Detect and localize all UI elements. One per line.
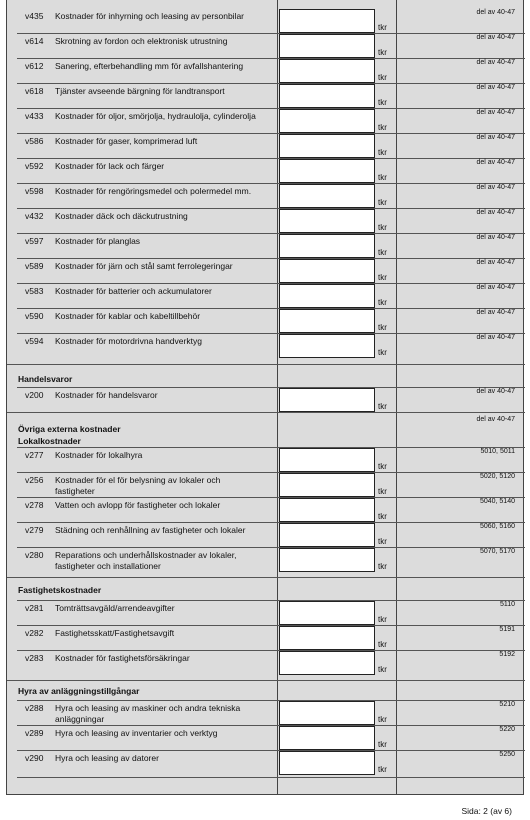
form-row-v435 (7, 8, 525, 33)
unit-label: tkr (378, 462, 387, 471)
section-title: Fastighetskostnader (18, 585, 102, 595)
section-title: Övriga externa kostnader (18, 424, 121, 434)
section-hyra-anlaggning (7, 680, 525, 700)
row-label: Kostnader däck och däckutrustning (55, 211, 188, 221)
amount-input[interactable] (279, 259, 375, 283)
form-row-v590 (7, 308, 525, 333)
row-label: Kostnader för el för belysning av lokaler och fastigheter (55, 475, 221, 496)
account-ref: del av 40-47 (476, 234, 515, 241)
form-row-v256 (7, 472, 525, 497)
unit-label: tkr (378, 715, 387, 724)
amount-input[interactable] (279, 109, 375, 133)
unit-label: tkr (378, 98, 387, 107)
form-row-v586 (7, 133, 525, 158)
unit-label: tkr (378, 765, 387, 774)
form-row-v278 (7, 497, 525, 522)
account-ref: del av 40-47 (476, 284, 515, 291)
form-row-v288 (7, 700, 525, 725)
unit-label: tkr (378, 23, 387, 32)
account-ref: del av 40-47 (476, 334, 515, 341)
row-code: v200 (25, 390, 44, 400)
form-row-v289 (7, 725, 525, 750)
row-code: v282 (25, 628, 44, 638)
amount-input[interactable] (279, 134, 375, 158)
unit-label: tkr (378, 402, 387, 411)
amount-input[interactable] (279, 34, 375, 58)
row-label: Kostnader för lokalhyra (55, 450, 143, 460)
row-label: Vatten och avlopp för fastigheter och lokaler (55, 500, 221, 510)
account-ref: del av 40-47 (476, 109, 515, 116)
account-ref: del av 40-47 (476, 159, 515, 166)
amount-input[interactable] (279, 309, 375, 333)
unit-label: tkr (378, 562, 387, 571)
account-ref: del av 40-47 (476, 9, 515, 16)
row-label: Städning och renhållning av fastigheter och lokaler (55, 525, 246, 535)
row-label: Kostnader för kablar och kabeltillbehör (55, 311, 201, 321)
unit-label: tkr (378, 273, 387, 282)
account-ref: 5110 (499, 601, 515, 608)
account-ref: 5220 (499, 726, 515, 733)
row-code: v589 (25, 261, 44, 271)
amount-input[interactable] (279, 184, 375, 208)
row-code: v277 (25, 450, 44, 460)
form-row-v433 (7, 108, 525, 133)
row-code: v594 (25, 336, 44, 346)
account-ref: 5210 (499, 701, 515, 708)
account-ref: del av 40-47 (476, 184, 515, 191)
amount-input[interactable] (279, 448, 375, 472)
amount-input[interactable] (279, 523, 375, 547)
section-title: Handelsvaror (18, 374, 73, 384)
row-label: Kostnader för motordrivna handverktyg (55, 336, 202, 346)
unit-label: tkr (378, 148, 387, 157)
unit-label: tkr (378, 123, 387, 132)
form-row-v281 (7, 600, 525, 625)
section-subtitle: Lokalkostnader (18, 436, 81, 446)
account-ref: 5010, 5011 (480, 448, 515, 455)
unit-label: tkr (378, 323, 387, 332)
unit-label: tkr (378, 640, 387, 649)
row-code: v583 (25, 286, 44, 296)
amount-input[interactable] (279, 651, 375, 675)
row-label: Kostnader för planglas (55, 236, 141, 246)
row-label: Kostnader för handelsvaror (55, 390, 158, 400)
amount-input[interactable] (279, 59, 375, 83)
amount-input[interactable] (279, 601, 375, 625)
form-row-v280 (7, 547, 525, 577)
amount-input[interactable] (279, 701, 375, 725)
amount-input[interactable] (279, 209, 375, 233)
amount-input[interactable] (279, 548, 375, 572)
row-label: Skrotning av fordon och elektronisk utrustning (55, 36, 228, 46)
unit-label: tkr (378, 537, 387, 546)
form-footer-row (7, 777, 525, 795)
form-row-v589 (7, 258, 525, 283)
form-row-v279 (7, 522, 525, 547)
unit-label: tkr (378, 198, 387, 207)
row-code: v290 (25, 753, 44, 763)
account-ref: del av 40-47 (476, 134, 515, 141)
form-row-v592 (7, 158, 525, 183)
row-label: Hyra och leasing av maskiner och andra tekniska anläggningar (55, 703, 241, 724)
row-code: v288 (25, 703, 44, 713)
unit-label: tkr (378, 223, 387, 232)
amount-input[interactable] (279, 334, 375, 358)
amount-input[interactable] (279, 284, 375, 308)
row-label: Kostnader för fastighetsförsäkringar (55, 653, 190, 663)
row-label: Kostnader för lack och färger (55, 161, 165, 171)
row-label: Kostnader för inhyrning och leasing av personbilar (55, 11, 245, 21)
section-handelsvaror (7, 364, 525, 387)
row-label: Kostnader för batterier och ackumulatorer (55, 286, 212, 296)
form-row-v597 (7, 233, 525, 258)
row-code: v281 (25, 603, 44, 613)
section-ovriga-externa (7, 412, 525, 447)
unit-label: tkr (378, 73, 387, 82)
row-label: Kostnader för oljor, smörjolja, hydraulolja, cylinderolja (55, 111, 256, 121)
row-code: v586 (25, 136, 44, 146)
form-row-v283 (7, 650, 525, 680)
row-code: v618 (25, 86, 44, 96)
account-ref: del av 40-47 (476, 388, 515, 395)
form-row-v290 (7, 750, 525, 777)
row-code: v592 (25, 161, 44, 171)
account-ref: del av 40-47 (476, 59, 515, 66)
row-code: v283 (25, 653, 44, 663)
row-label: Kostnader för järn och stål samt ferrolegeringar (55, 261, 233, 271)
row-code: v590 (25, 311, 44, 321)
account-ref: del av 40-47 (476, 416, 515, 423)
amount-input[interactable] (279, 84, 375, 108)
amount-input[interactable] (279, 626, 375, 650)
row-code: v598 (25, 186, 44, 196)
unit-label: tkr (378, 740, 387, 749)
row-code: v597 (25, 236, 44, 246)
row-label: Tjänster avseende bärgning för landtransport (55, 86, 225, 96)
unit-label: tkr (378, 665, 387, 674)
row-code: v278 (25, 500, 44, 510)
form-row-v598 (7, 183, 525, 208)
amount-input[interactable] (279, 388, 375, 412)
account-ref: del av 40-47 (476, 84, 515, 91)
row-label: Kostnader för rengöringsmedel och polermedel mm. (55, 186, 252, 196)
page-number: Sida: 2 (av 6) (461, 806, 512, 816)
account-ref: 5250 (499, 751, 515, 758)
row-code: v280 (25, 550, 44, 560)
row-label: Sanering, efterbehandling mm för avfallshantering (55, 61, 244, 71)
form-row-v200 (7, 387, 525, 412)
section-fastighetskostnader (7, 577, 525, 600)
row-label: Reparations och underhållskostnader av lokaler, fastigheter och installationer (55, 550, 237, 571)
row-code: v433 (25, 111, 44, 121)
amount-input[interactable] (279, 473, 375, 497)
amount-input[interactable] (279, 9, 375, 33)
account-ref: 5020, 5120 (479, 473, 515, 480)
unit-label: tkr (378, 298, 387, 307)
row-code: v435 (25, 11, 44, 21)
form-row-v618 (7, 83, 525, 108)
account-ref: del av 40-47 (476, 209, 515, 216)
account-ref: del av 40-47 (476, 309, 515, 316)
form-row-v612 (7, 58, 525, 83)
amount-input[interactable] (279, 726, 375, 750)
unit-label: tkr (378, 48, 387, 57)
row-code: v432 (25, 211, 44, 221)
form-row-v277 (7, 447, 525, 472)
form-row-v614 (7, 33, 525, 58)
row-label: Fastighetsskatt/Fastighetsavgift (55, 628, 175, 638)
amount-input[interactable] (279, 159, 375, 183)
unit-label: tkr (378, 615, 387, 624)
row-code: v614 (25, 36, 44, 46)
section-title: Hyra av anläggningstillgångar (18, 686, 140, 696)
row-code: v612 (25, 61, 44, 71)
row-label: Tomträttsavgäld/arrendeavgifter (55, 603, 175, 613)
unit-label: tkr (378, 173, 387, 182)
unit-label: tkr (378, 512, 387, 521)
account-ref: 5060, 5160 (479, 523, 515, 530)
account-ref: del av 40-47 (476, 34, 515, 41)
row-label: Hyra och leasing av inventarier och verktyg (55, 728, 218, 738)
expense-form (6, 0, 524, 795)
row-code: v279 (25, 525, 44, 535)
account-ref: 5192 (499, 651, 515, 658)
row-code: v256 (25, 475, 44, 485)
row-label: Kostnader för gaser, komprimerad luft (55, 136, 198, 146)
form-row-v583 (7, 283, 525, 308)
account-ref: 5070, 5170 (479, 548, 515, 555)
account-ref: 5191 (499, 626, 515, 633)
amount-input[interactable] (279, 234, 375, 258)
account-ref: 5040, 5140 (479, 498, 515, 505)
account-ref: del av 40-47 (476, 259, 515, 266)
unit-label: tkr (378, 248, 387, 257)
unit-label: tkr (378, 487, 387, 496)
unit-label: tkr (378, 348, 387, 357)
form-row-v594 (7, 333, 525, 364)
row-label: Hyra och leasing av datorer (55, 753, 159, 763)
form-row-v432 (7, 208, 525, 233)
amount-input[interactable] (279, 751, 375, 775)
row-code: v289 (25, 728, 44, 738)
amount-input[interactable] (279, 498, 375, 522)
form-row-v282 (7, 625, 525, 650)
